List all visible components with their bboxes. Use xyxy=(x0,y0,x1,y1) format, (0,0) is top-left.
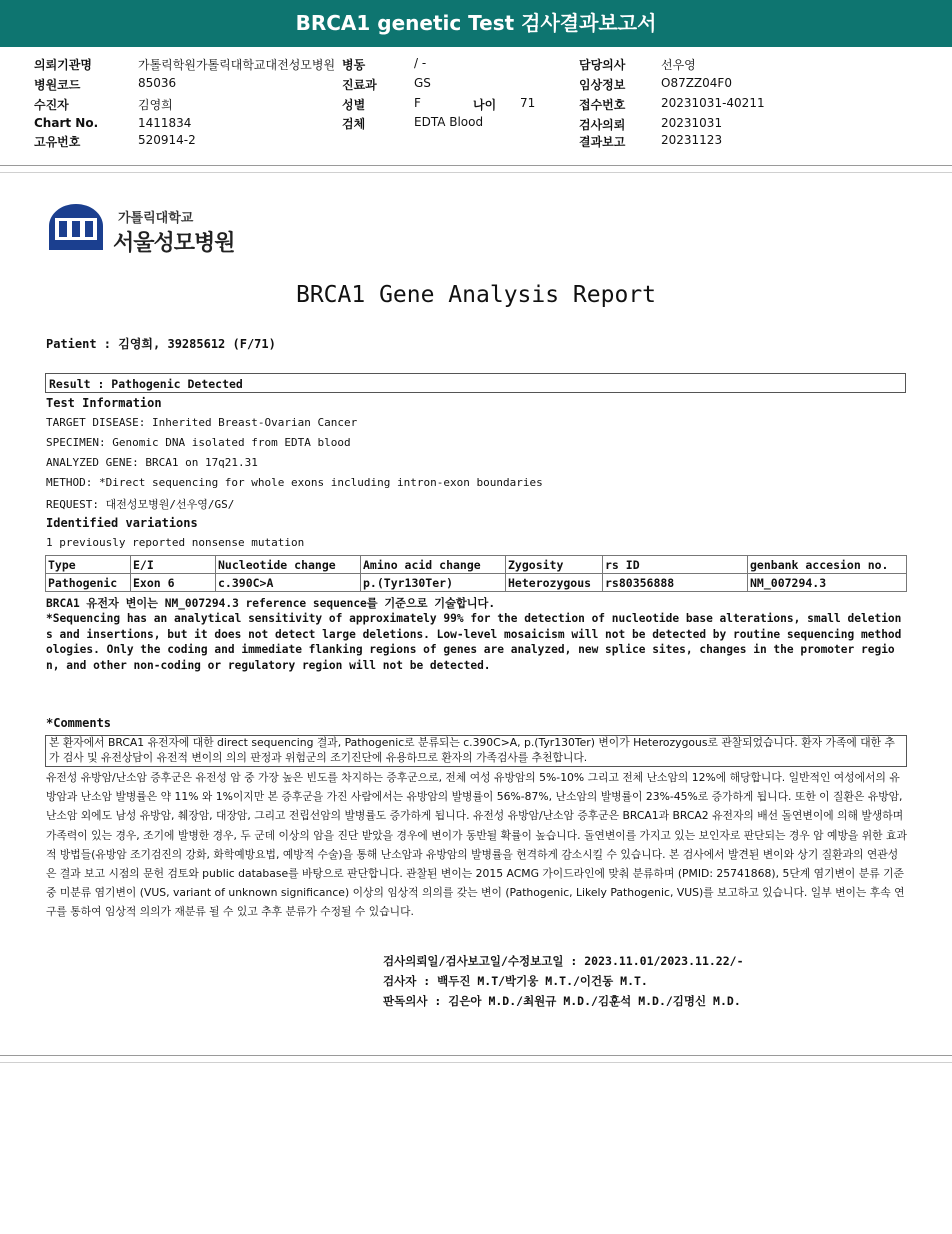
reference-note: BRCA1 유전자 변이는 NM_007294.3 reference sequence를 기준으로 기술합니다. xyxy=(46,597,496,610)
col-genbank: genbank accesion no. xyxy=(748,556,907,574)
variation-table-header xyxy=(46,556,907,574)
request-date-value: 20231031 xyxy=(661,116,723,130)
clinical-info-label: 임상정보 xyxy=(579,78,626,92)
col-zygosity: Zygosity xyxy=(506,556,603,574)
header-divider xyxy=(0,165,952,166)
chart-no-label: Chart No. xyxy=(34,116,99,130)
footer-divider xyxy=(0,1055,952,1056)
report-title: BRCA1 Gene Analysis Report xyxy=(295,282,657,308)
comment-summary-box: 본 환자에서 BRCA1 유전자에 대한 direct sequencing 결과, Pathogenic로 분류되는 c.390C>A, p.(Tyr130Ter) 변이가 Heterozygous로 관찰되었습니다. 환자 가족에 대한 추가 검사 및 유전상담이 유전적 변이의 의의 판정과 위험군의 조기진단에 유용하므로 환자의 가족검사를 추천합니다. xyxy=(45,735,907,767)
report-date-label: 결과보고 xyxy=(579,135,626,149)
unique-id-label: 고유번호 xyxy=(34,135,81,149)
hospital-logo xyxy=(45,204,107,256)
patient-label: 수진자 xyxy=(34,98,69,112)
cell-exon: Exon 6 xyxy=(131,574,216,592)
identified-heading: Identified variations xyxy=(46,516,198,530)
report-dates: 검사의뢰일/검사보고일/수정보고일 : 2023.11.01/2023.11.22/- xyxy=(383,954,744,968)
doctor-label: 담당의사 xyxy=(579,58,626,72)
institution-label: 의뢰기관명 xyxy=(34,58,92,72)
test-info-heading: Test Information xyxy=(46,396,162,410)
dept-label: 진료과 xyxy=(342,78,377,92)
sex-label: 성별 xyxy=(342,98,366,112)
reader-line: 판독의사 : 김은아 M.D./최원규 M.D./김훈석 M.D./김명신 M.D. xyxy=(383,994,741,1008)
header-divider-2 xyxy=(0,172,952,173)
cell-rsid: rs80356888 xyxy=(603,574,748,592)
catholic-seal-icon xyxy=(45,204,107,252)
method-line: METHOD: *Direct sequencing for whole exons including intron-exon boundaries xyxy=(46,476,543,489)
doctor-value: 선우영 xyxy=(661,58,696,72)
patient-line: Patient : 김영희, 39285612 (F/71) xyxy=(46,337,276,351)
hospital-code-value: 85036 xyxy=(138,76,177,90)
receipt-value: 20231031-40211 xyxy=(661,96,765,110)
patient-value: 김영희 xyxy=(138,98,173,112)
receipt-label: 접수번호 xyxy=(579,98,626,112)
col-exon: E/I xyxy=(131,556,216,574)
unique-id-value: 520914-2 xyxy=(138,133,196,147)
specimen-value: EDTA Blood xyxy=(414,115,484,129)
request-date-label: 검사의뢰 xyxy=(579,118,626,132)
footer-divider-2 xyxy=(0,1062,952,1063)
comment-body: 유전성 유방암/난소암 증후군은 유전성 암 중 가장 높은 빈도를 차지하는 증후군으로, 전체 여성 유방암의 5%-10% 그리고 전체 난소암의 12%에 해당합니다. 일반적인 여성에서의 유방암과 난소암 발병률은 약 11% 와 1%이지만 본 증후군을 가진 사람에서는 유방암의 발병률이 56%-87%, 난소암의 발병률이 23%-45%로 증가하게 됩니다. 또한 이 질환은 유방암, 난소암 외에도 남성 유방암, 췌장암, 대장암, 그리고 전립선암의 발병률도 증가하게 됩니다. 유전성 유방암/난소암 증후군은 BRCA1과 BRCA2 유전자의 배선 돌연변이에 의해 발생하며 가족력이 있는 경우, 조기에 발병한 경우, 두 군데 이상의 암을 진단 받았을 경우에 변이가 동반될 확률이 높습니다. 돌연변이를 가지고 있는 보인자로 판단되는 경우 암 예방을 위한 효과적 방법들(유방암 조기검진의 강화, 화학예방요법, 예방적 수술)을 통해 난소암과 유방암의 발병률을 현격하게 감소시킬 수 있습니다. 본 검사에서 발견된 변이와 상기 질환과의 연관성은 결과 보고 시점의 문헌 검토와 public database를 바탕으로 판단합니다. 관찰된 변이는 2015 ACMG 가이드라인에 맞춰 분류하며 (PMID: 25741868), 5단계 염기변이 분류 기준 중 미분류 염기변이 (VUS, variant of unknown significance) 이상의 임상적 의의를 갖는 변이 (Pathogenic, Likely Pathogenic, VUS)를 보고하고 있습니다. 일부 변이는 후속 연구를 통하여 임상적 의의가 재분류 될 수 있고 추후 분류가 수정될 수 있습니다. xyxy=(46,771,907,919)
specimen-line: SPECIMEN: Genomic DNA isolated from EDTA blood xyxy=(46,436,351,449)
ward-label: 병동 xyxy=(342,58,366,72)
age-label: 나이 xyxy=(473,98,497,112)
variation-table xyxy=(45,555,907,592)
specimen-label: 검체 xyxy=(342,117,366,131)
report-date-value: 20231123 xyxy=(661,133,723,147)
sequencing-note: *Sequencing has an analytical sensitivity of approximately 99% for the detection of nucleotide base alterations, small deletions and insertions, but it does not detect large deletions. Low-level mosaicism will not be detected by routine sequencing methodologies. Only the coding and immediate flanking regions of genes are analyzed, new splice sites, changes in the promoter region, and other non-coding or regulatory region will not be detected. xyxy=(46,612,902,672)
comments-heading: *Comments xyxy=(46,716,112,730)
institution-value: 가톨릭학원가톨릭대학교대전성모병원 xyxy=(138,58,336,72)
analyzed-gene: ANALYZED GENE: BRCA1 on 17q21.31 xyxy=(46,456,258,469)
request-line: REQUEST: 대전성모병원/선우영/GS/ xyxy=(46,498,235,511)
col-nucleotide: Nucleotide change xyxy=(216,556,361,574)
cell-amino-acid: p.(Tyr130Ter) xyxy=(361,574,506,592)
cell-nucleotide: c.390C>A xyxy=(216,574,361,592)
logo-university-name: 가톨릭대학교 xyxy=(118,211,194,226)
col-rsid: rs ID xyxy=(603,556,748,574)
age-value: 71 xyxy=(520,96,536,110)
result-box: Result : Pathogenic Detected xyxy=(45,373,906,393)
identified-summary: 1 previously reported nonsense mutation xyxy=(46,536,305,549)
clinical-info-value: O87ZZ04F0 xyxy=(661,76,732,90)
chart-no-value: 1411834 xyxy=(138,116,192,130)
cell-genbank: NM_007294.3 xyxy=(748,574,907,592)
col-amino-acid: Amino acid change xyxy=(361,556,506,574)
logo-hospital-name: 서울성모병원 xyxy=(113,231,235,256)
ward-value: / - xyxy=(414,56,427,70)
hospital-code-label: 병원코드 xyxy=(34,78,81,92)
cell-zygosity: Heterozygous xyxy=(506,574,603,592)
target-disease: TARGET DISEASE: Inherited Breast-Ovarian Cancer xyxy=(46,416,358,429)
examiner-line: 검사자 : 백두진 M.T/박기웅 M.T./이건동 M.T. xyxy=(383,974,648,988)
dept-value: GS xyxy=(414,76,431,90)
report-header-title: BRCA1 genetic Test 검사결과보고서 xyxy=(0,0,952,47)
table-row xyxy=(46,574,907,592)
col-type: Type xyxy=(46,556,131,574)
sex-value: F xyxy=(414,96,421,110)
cell-type: Pathogenic xyxy=(46,574,131,592)
